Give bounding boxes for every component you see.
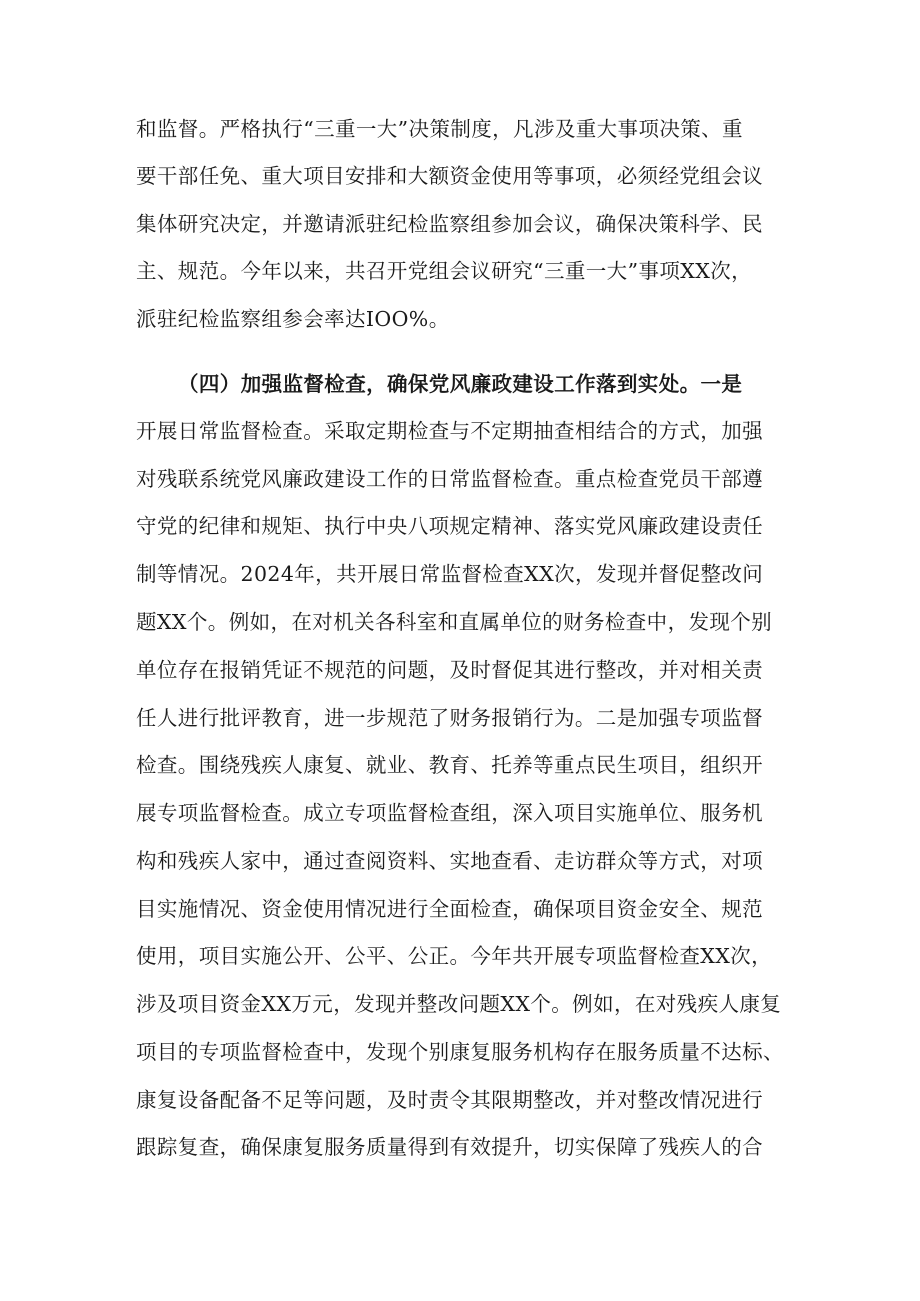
paragraph-line: 使用，项目实施公开、公平、公正。今年共开展专项监督检查XX次， [136, 944, 773, 968]
paragraph-line: 康复设备配备不足等问题，及时责令其限期整改，并对整改情况进行 [136, 1088, 763, 1112]
paragraph-line: 制等情况。2024年，共开展日常监督检查XX次，发现并督促整改问 [136, 562, 764, 586]
paragraph-line: 和监督。严格执行“三重一大”决策制度，凡涉及重大事项决策、重 [136, 117, 743, 141]
paragraph-line: 主、规范。今年以来，共召开党组会议研究“三重一大”事项XX次， [136, 259, 753, 283]
paragraph-line: 任人进行批评教育，进一步规范了财务报销行为。二是加强专项监督 [136, 706, 763, 730]
paragraph-line: 展专项监督检查。成立专项监督检查组，深入项目实施单位、服务机 [136, 801, 763, 825]
paragraph-line: 单位存在报销凭证不规范的问题，及时督促其进行整改，并对相关责 [136, 658, 763, 682]
paragraph-line: 守党的纪律和规矩、执行中央八项规定精神、落实党风廉政建设责任 [136, 514, 763, 538]
paragraph-line: 检查。围绕残疾人康复、就业、教育、托养等重点民生项目，组织开 [136, 753, 763, 777]
paragraph-line: 集体研究决定，并邀请派驻纪检监察组参加会议，确保决策科学、民 [136, 212, 763, 236]
paragraph-line: 项目的专项监督检查中，发现个别康复服务机构存在服务质量不达标、 [136, 1040, 784, 1064]
paragraph-line: 对残联系统党风廉政建设工作的日常监督检查。重点检查党员干部遵 [136, 467, 763, 491]
paragraph-line: 跟踪复查，确保康复服务质量得到有效提升，切实保障了残疾人的合 [136, 1135, 763, 1159]
paragraph-line: 开展日常监督检查。采取定期检查与不定期抽查相结合的方式，加强 [136, 419, 763, 443]
paragraph-line: 要干部任免、重大项目安排和大额资金使用等事项，必须经党组会议 [136, 164, 763, 188]
section-heading: （四）加强监督检查，确保党风廉政建设工作落到实处。一是 [178, 372, 743, 396]
paragraph-line: 构和残疾人家中，通过查阅资料、实地查看、走访群众等方式，对项 [136, 849, 763, 873]
paragraph-line: 题XX个。例如，在对机关各科室和直属单位的财务检查中，发现个别 [136, 610, 773, 634]
paragraph-line: 涉及项目资金XX万元，发现并整改问题XX个。例如，在对残疾人康复 [136, 992, 782, 1016]
paragraph-line: 目实施情况、资金使用情况进行全面检查，确保项目资金安全、规范 [136, 897, 763, 921]
paragraph-line: 派驻纪检监察组参会率达IOO%。 [136, 307, 450, 331]
